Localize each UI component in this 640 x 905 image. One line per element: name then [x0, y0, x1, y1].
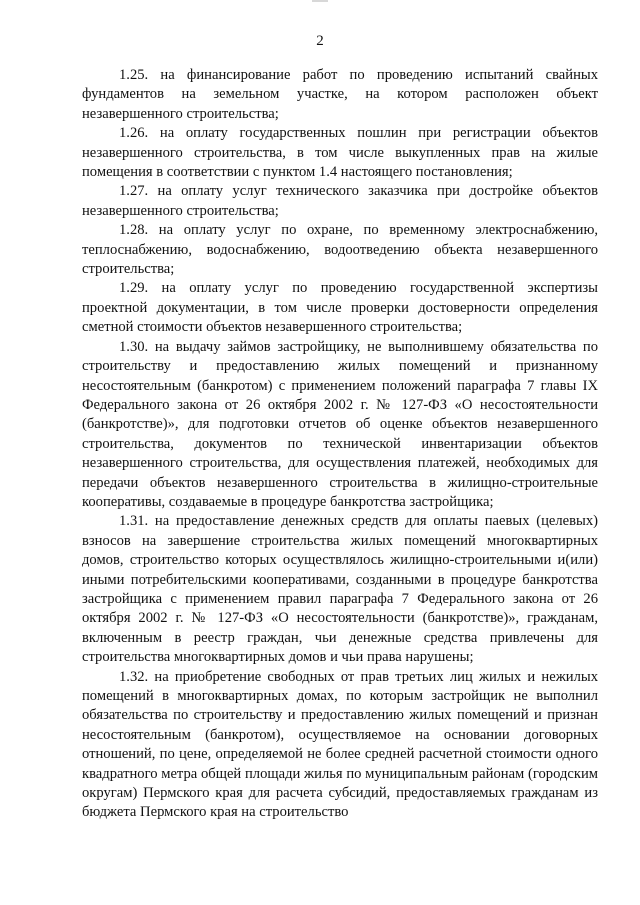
document-body	[82, 66, 598, 823]
paragraph-1-30: 1.30. на выдачу займов застройщику, не выполнившему обязательства по строительству и предоставлению жилых помещений и признанному несостоятельным (банкротом) с применением положений параграфа 7 главы IX Федерального закона от 26 октября 2002 г. № 127-ФЗ «О несостоятельности (банкротстве)», для подготовки отчетов об оценке объектов незавершенного строительства, документов по технической инвентаризации объектов незавершенного строительства, для осуществления платежей, необходимых для передачи объектов незавершенного строительства в жилищно-строительные кооперативы, создаваемые в процедуре банкротства застройщика;	[82, 338, 598, 510]
paragraph-1-29: 1.29. на оплату услуг по проведению государственной экспертизы проектной документации, в том числе проверки достоверности определения сметной стоимости объектов незавершенного строительства;	[82, 280, 598, 336]
page-number: 2	[316, 33, 324, 49]
paragraph-1-27: 1.27. на оплату услуг технического заказчика при достройке объектов незавершенного строительства;	[82, 183, 598, 219]
paragraph-1-25: 1.25. на финансирование работ по проведению испытаний свайных фундаментов на земельном участке, на котором расположен объект незавершенного строительства;	[82, 67, 598, 122]
scan-mark	[312, 0, 328, 2]
paragraph-1-26: 1.26. на оплату государственных пошлин при регистрации объектов незавершенного строительства, в том числе выкупленных прав на жилые помещения в соответствии с пунктом 1.4 настоящего постановления;	[82, 125, 598, 181]
paragraph-1-32: 1.32. на приобретение свободных от прав третьих лиц жилых и нежилых помещений в многоквартирных домах, по которым застройщик не выполнил обязательства по строительству и предоставлению жилых помещений и признан несостоятельным (банкротом), осуществляемое на основании договорных отношений, по цене, определяемой не более средней расчетной стоимости одного квадратного метра общей площади жилья по муниципальным районам (городским округам) Пермского края для расчета субсидий, предоставляемых гражданам из бюджета Пермского края на строительство	[82, 668, 598, 821]
paragraph-1-28: 1.28. на оплату услуг по охране, по временному электроснабжению, теплоснабжению, водоснабжению, водоотведению объекта незавершенного строительства;	[82, 222, 598, 278]
paragraph-1-31: 1.31. на предоставление денежных средств для оплаты паевых (целевых) взносов на завершение строительства жилых помещений многоквартирных домов, строительство которых осуществлялось жилищно-строительными и(или) иными потребительскими кооперативами, созданными в процедуре банкротства застройщика с применением правил параграфа 7 Федерального закона от 26 октября 2002 г. № 127-ФЗ «О несостоятельности (банкротстве)», гражданам, включенным в реестр граждан, чьи денежные средства привлечены для строительства многоквартирных домов и чьи права нарушены;	[82, 513, 598, 666]
